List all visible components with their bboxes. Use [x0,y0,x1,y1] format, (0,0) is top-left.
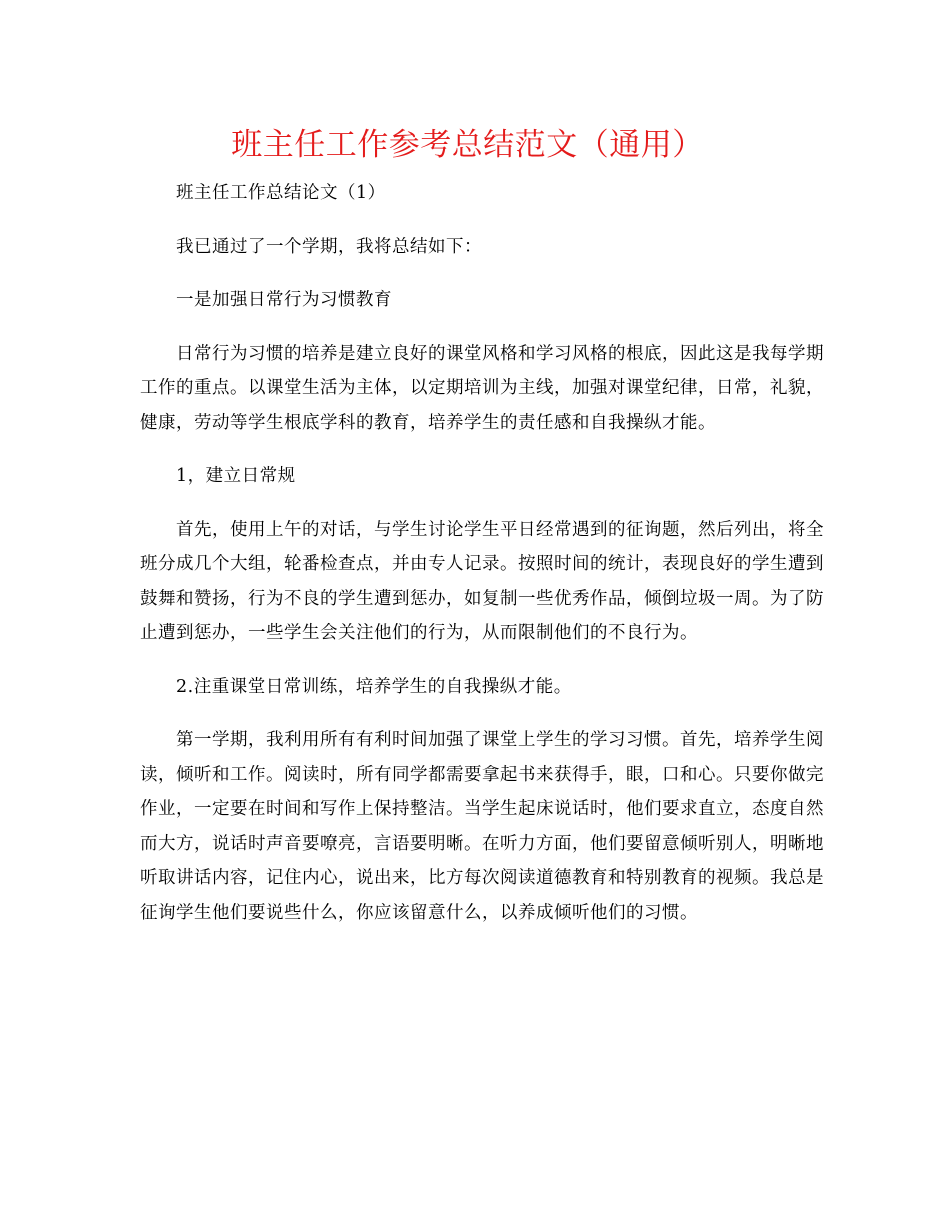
body-paragraph: 首先，使用上午的对话，与学生讨论学生平日经常遇到的征询题，然后列出，将全班分成几个大组，轮番检查点，并由专人记录。按照时间的统计，表现良好的学生遭到鼓舞和赞扬，行为不良的学生遭到惩办，如复制一些优秀作品，倾倒垃圾一周。为了防止遭到惩办，一些学生会关注他们的行为，从而限制他们的不良行为。 [140,519,824,643]
document-body [140,176,830,949]
intro-paragraph: 我已通过了一个学期，我将总结如下： [176,236,482,257]
body-paragraph: 日常行为习惯的培养是建立良好的课堂风格和学习风格的根底，因此这是我每学期工作的重点。以课堂生活为主体，以定期培训为主线，加强对课堂纪律，日常，礼貌，健康，劳动等学生根底学科的教育，培养学生的责任感和自我操纵才能。 [140,343,824,433]
section-heading: 班主任工作总结论文（1） [176,183,386,203]
numbered-item: 1，建立日常规 [176,466,296,486]
numbered-item: 2.注重课堂日常训练，培养学生的自我操纵才能。 [176,676,572,697]
subheading-paragraph: 一是加强日常行为习惯教育 [176,290,392,310]
body-paragraph: 第一学期，我利用所有有利时间加强了课堂上学生的学习习惯。首先，培养学生阅读，倾听和工作。阅读时，所有同学都需要拿起书来获得手，眼，口和心。只要你做完作业，一定要在时间和写作上保持整洁。当学生起床说话时，他们要求直立，态度自然而大方，说话时声音要嘹亮，言语要明晰。在听力方面，他们要留意倾听别人，明晰地听取讲话内容，记住内心，说出来，比方每次阅读道德教育和特别教育的视频。我总是征询学生他们要说些什么，你应该留意什么，以养成倾听他们的习惯。 [140,730,824,923]
document-title: 班主任工作参考总结范文（通用） [231,127,704,163]
